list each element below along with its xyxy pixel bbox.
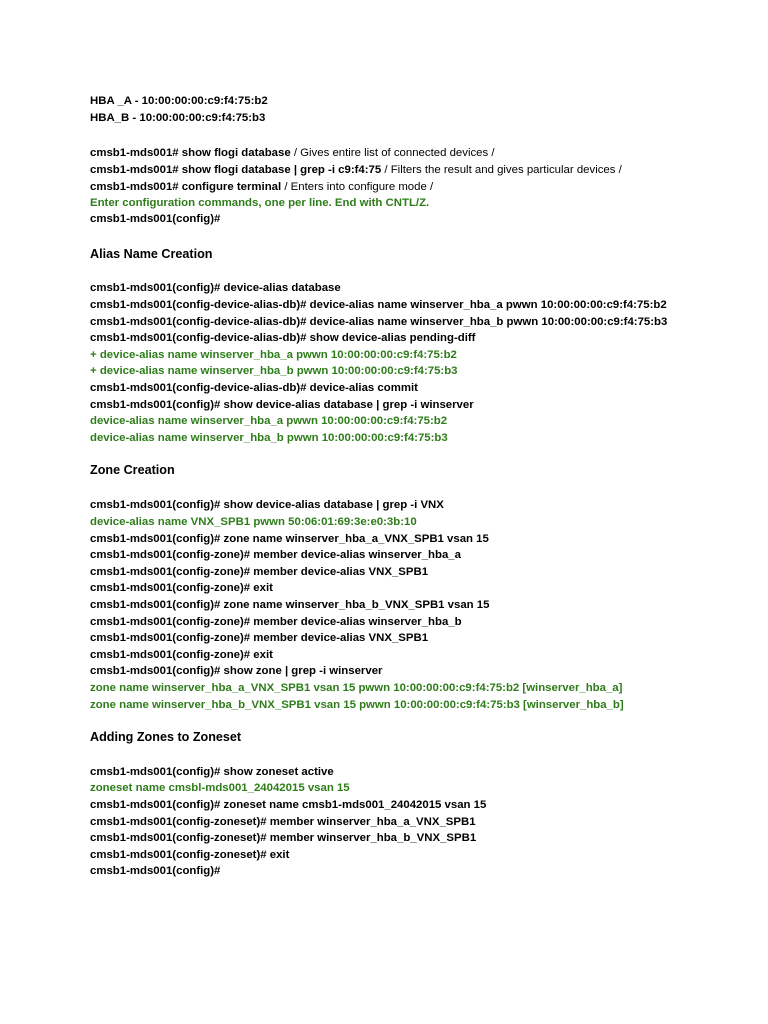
code-line: cmsb1-mds001(config-zone)# member device-alias winserver_hba_b xyxy=(90,616,462,628)
code-line: cmsb1-mds001(config)# zoneset name cmsb1-mds001_24042015 vsan 15 xyxy=(90,799,487,811)
command-note: / Gives entire list of connected devices / xyxy=(290,147,495,159)
code-line: cmsb1-mds001(config-device-alias-db)# device-alias commit xyxy=(90,382,418,394)
code-line: cmsb1-mds001(config-zoneset)# exit xyxy=(90,849,290,861)
output-line: zoneset name cmsbl-mds001_24042015 vsan 15 xyxy=(90,782,350,794)
output-line: + device-alias name winserver_hba_b pwwn 10:00:00:00:c9:f4:75:b3 xyxy=(90,365,458,377)
command-note: / Filters the result and gives particular devices / xyxy=(381,164,622,176)
code-line: cmsb1-mds001(config)# show zone | grep -i winserver xyxy=(90,665,383,677)
output-line: + device-alias name winserver_hba_a pwwn 10:00:00:00:c9:f4:75:b2 xyxy=(90,349,457,361)
code-line: cmsb1-mds001(config-zone)# member device-alias VNX_SPB1 xyxy=(90,566,429,578)
code-line: cmsb1-mds001(config-zone)# exit xyxy=(90,649,273,661)
code-line: cmsb1-mds001(config-zoneset)# member winserver_hba_a_VNX_SPB1 xyxy=(90,816,476,828)
code-line: cmsb1-mds001(config-device-alias-db)# device-alias name winserver_hba_b pwwn 10:00:00:00:c9:f4:75:b3 xyxy=(90,316,668,328)
code-line: cmsb1-mds001(config-zoneset)# member winserver_hba_b_VNX_SPB1 xyxy=(90,832,477,844)
command-text: cmsb1-mds001# configure terminal xyxy=(90,181,282,193)
flogi-grep-command-line xyxy=(90,163,622,177)
output-line: zone name winserver_hba_a_VNX_SPB1 vsan 15 pwwn 10:00:00:00:c9:f4:75:b2 [winserver_hba_a] xyxy=(90,682,623,694)
output-line: device-alias name winserver_hba_a pwwn 10:00:00:00:c9:f4:75:b2 xyxy=(90,415,448,427)
code-line: cmsb1-mds001(config)# show device-alias database | grep -i winserver xyxy=(90,399,474,411)
command-text: cmsb1-mds001# show flogi database | grep -i c9:f4:75 xyxy=(90,164,382,176)
code-line: cmsb1-mds001(config)# zone name winserver_hba_a_VNX_SPB1 vsan 15 xyxy=(90,533,489,545)
output-line: zone name winserver_hba_b_VNX_SPB1 vsan 15 pwwn 10:00:00:00:c9:f4:75:b3 [winserver_hba_b] xyxy=(90,699,624,711)
command-note: / Enters into configure mode / xyxy=(281,181,434,193)
configure-output-line: Enter configuration commands, one per line. End with CNTL/Z. xyxy=(90,197,430,209)
code-line: cmsb1-mds001(config-device-alias-db)# device-alias name winserver_hba_a pwwn 10:00:00:00:c9:f4:75:b2 xyxy=(90,299,667,311)
code-line: cmsb1-mds001(config)# show zoneset active xyxy=(90,766,334,778)
code-line: cmsb1-mds001(config)# show device-alias database | grep -i VNX xyxy=(90,499,444,511)
output-line: device-alias name VNX_SPB1 pwwn 50:06:01:69:3e:e0:3b:10 xyxy=(90,516,417,528)
hba-a-line: HBA _A - 10:00:00:00:c9:f4:75:b2 xyxy=(90,95,268,107)
section-heading-zoneset: Adding Zones to Zoneset xyxy=(90,730,242,744)
code-line: cmsb1-mds001(config-zone)# member device-alias winserver_hba_a xyxy=(90,549,461,561)
flogi-command-line xyxy=(90,146,495,160)
section-heading-zone: Zone Creation xyxy=(90,463,175,477)
hba-b-line: HBA_B - 10:00:00:00:c9:f4:75:b3 xyxy=(90,112,266,124)
code-line: cmsb1-mds001(config)# zone name winserver_hba_b_VNX_SPB1 vsan 15 xyxy=(90,599,490,611)
code-line: cmsb1-mds001(config-zone)# member device-alias VNX_SPB1 xyxy=(90,632,429,644)
code-line: cmsb1-mds001(config-zone)# exit xyxy=(90,582,273,594)
code-line: cmsb1-mds001(config-device-alias-db)# show device-alias pending-diff xyxy=(90,332,476,344)
code-line: cmsb1-mds001(config)# device-alias database xyxy=(90,282,341,294)
configure-terminal-line xyxy=(90,180,433,194)
command-text: cmsb1-mds001# show flogi database xyxy=(90,147,291,159)
section-heading-alias: Alias Name Creation xyxy=(90,247,213,261)
config-prompt-line: cmsb1-mds001(config)# xyxy=(90,213,221,225)
output-line: device-alias name winserver_hba_b pwwn 10:00:00:00:c9:f4:75:b3 xyxy=(90,432,448,444)
code-line: cmsb1-mds001(config)# xyxy=(90,865,221,877)
